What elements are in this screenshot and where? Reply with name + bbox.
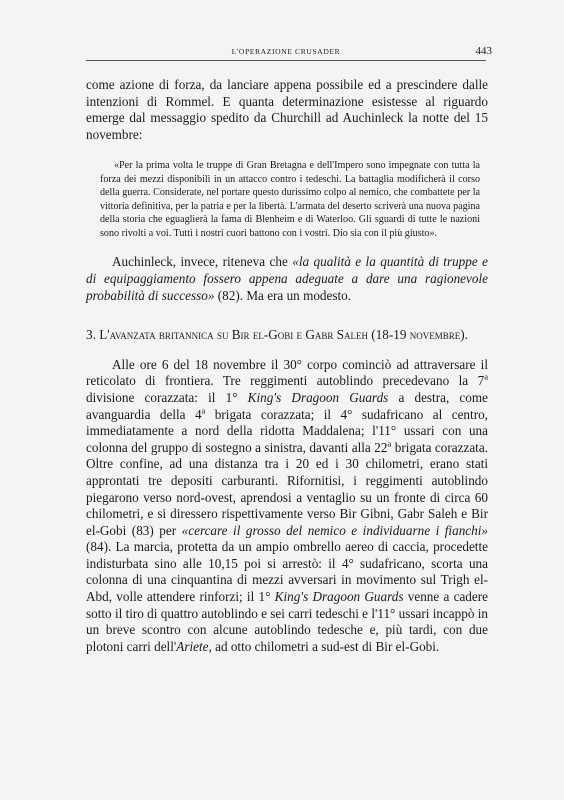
section-title: L'avanzata britannica su Bir el-Gobi e Gabr Saleh (18-19 novembre). xyxy=(99,327,468,343)
block-quote: «Per la prima volta le truppe di Gran Bretagna e dell'Impero sono impegnate con tutta la forza dei mezzi disponibili in un attacco contro i tedeschi. La battaglia modificherà il corso della guerra. Considerate, nel portare questo durissimo colpo al nemico, che combattete per la vittoria definitiva, per la patria e per la libertà. L'armata del deserto scriverà una nuova pagina della storia che eguaglierà la fama di Blenheim e di Waterloo. Gli sguardi di tutte le nazioni sono rivolti a voi. Tutti i nostri cuori battono con i vostri. Dio sia con il più giusto». xyxy=(100,160,480,239)
superscript: a xyxy=(201,405,206,416)
text-run: , ad otto chilometri a sud-est di Bir el-Gobi. xyxy=(208,638,440,654)
paragraph-3 xyxy=(86,357,488,656)
section-number: 3. xyxy=(86,327,100,343)
superscript: a xyxy=(387,438,392,449)
running-header xyxy=(86,44,492,61)
text-run: (82). Ma era un modesto. xyxy=(214,287,352,303)
italic-quote: «la qualità e la quantità di truppe e di equipaggiamento fossero appena adeguate a dare una ragionevole probabilità di successo» xyxy=(86,254,488,303)
body-text xyxy=(86,77,488,655)
italic-quote: «cercare il grosso del nemico e individuarne i fianchi» xyxy=(181,522,488,538)
text-run: Alle ore 6 del 18 novembre il 30° corpo cominciò ad attraversare il reticolato di frontiera. Tre reggimenti autoblindo precedevano la 7 xyxy=(86,356,488,389)
italic-text: King's Dragoon Guards xyxy=(274,589,404,605)
italic-text: Ariete xyxy=(176,638,209,654)
superscript: a xyxy=(484,371,488,382)
running-title: L'OPERAZIONE CRUSADER xyxy=(231,47,341,56)
text-run: venne a cadere sotto il tiro di quattro autoblindo e sei carri tedeschi e l'11° ussari incappò in un breve scontro con alcune autoblindo tedesche e, più tardi, con due plotoni carri dell' xyxy=(86,589,488,654)
text-run: (84). La marcia, protetta da un ampio ombrello aereo di caccia, procedette indisturbata sino alle 10,15 poi si arrestò: il 4° sudafricano, scorta una colonna di una cinquantina di mezzi avversari in movimento sul Trigh el-Abd, volle attendere rinforzi; il 1° xyxy=(86,539,488,605)
text-run: divisione corazzata: il 1° xyxy=(86,389,248,405)
text-run: brigata corazzata; il 4° sudafricano al centro, immediatamente a nord della ridotta Maddalena; l'11° ussari con una colonna del gruppo di sostegno a sinistra, davanti alla 22 xyxy=(86,406,488,455)
text-run: a destra, come avanguardia della 4 xyxy=(86,389,488,422)
text-run: Auchinleck, invece, riteneva che xyxy=(112,254,293,270)
section-heading xyxy=(86,327,488,344)
paragraph-2 xyxy=(86,254,488,304)
paragraph-1: come azione di forza, da lanciare appena possibile ed a prescindere dalle intenzioni di Rommel. E quanta determinazione esistesse al riguardo emerge dal messaggio spedito da Churchill ad Auchinleck la notte del 15 novembre: xyxy=(86,77,488,142)
text-run: brigata corazzata. Oltre confine, ad una distanza tra i 20 ed i 30 chilometri, erano stati approntati tre depositi carburanti. Rifornitisi, i reggimenti autoblindo piegarono verso nord-ovest, aprendosi a ventaglio su un fronte di circa 60 chilometri, e si diressero rispettivamente verso Bir Gibni, Gabr Saleh e Bir el-Gobi (83) per xyxy=(86,439,488,538)
italic-text: King's Dragoon Guards xyxy=(247,389,389,405)
page-number: 443 xyxy=(475,45,492,57)
